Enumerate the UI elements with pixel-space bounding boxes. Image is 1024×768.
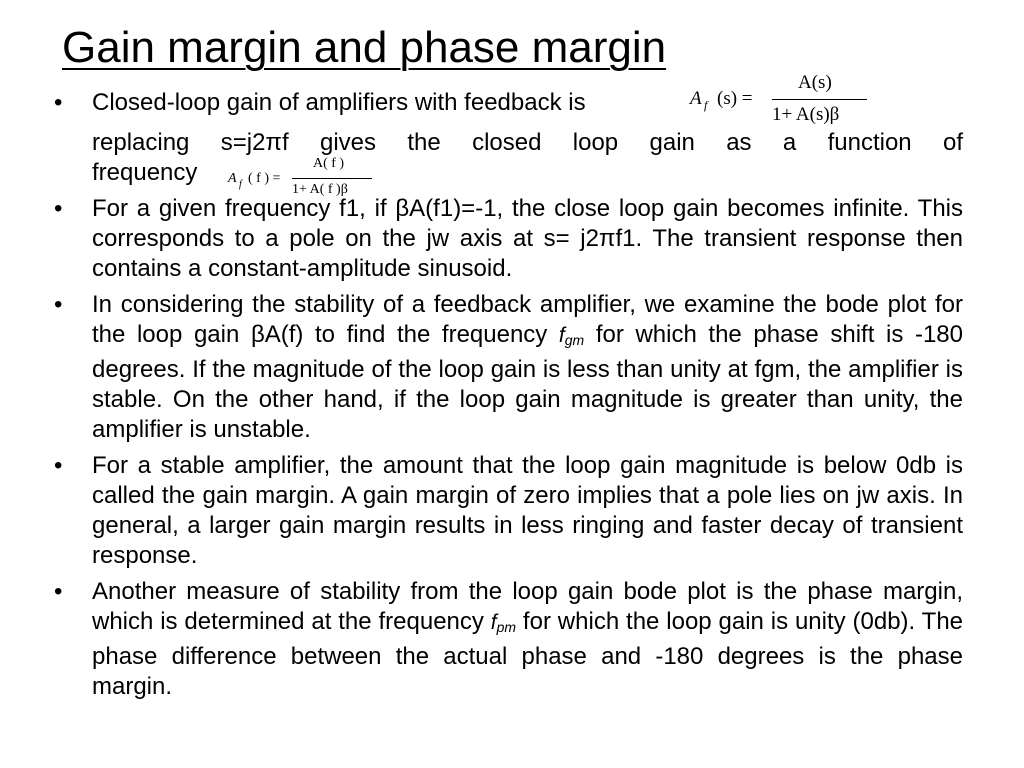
- bullet-marker: •: [54, 578, 63, 605]
- slide-title: Gain margin and phase margin: [62, 23, 667, 72]
- formula-fraction-bar: [772, 99, 867, 100]
- formula-closed-loop-gain-f: [228, 156, 378, 204]
- formula-lhs-arg: (s) =: [717, 88, 753, 109]
- bullet-text-before: In considering the stability of a feedback amplifier, we examine the bode plot for the loop gain βA(f) to find the frequency: [92, 291, 963, 348]
- formula-fraction-bar: [292, 178, 372, 179]
- bullet-list: [48, 88, 963, 702]
- bullet-text: For a stable amplifier, the amount that the loop gain magnitude is below 0db is called the gain margin. A gain margin of zero implies that a pole lies on jw axis. In general, a larger gain margin results in less ringing and faster decay of transient response.: [92, 452, 963, 569]
- bullet-marker: •: [54, 89, 63, 116]
- bullet-marker: •: [54, 452, 63, 479]
- formula-numerator: A( f ): [313, 156, 345, 171]
- formula-denominator: 1+ A(s)β: [772, 104, 840, 125]
- bullet-gain-margin: [48, 451, 963, 571]
- bullet-lead-text: Closed-loop gain of amplifiers with feedback is: [92, 89, 586, 116]
- formula-closed-loop-gain-s: [690, 70, 870, 132]
- formula-lhs-main: A: [690, 88, 702, 109]
- bullet-infinite-gain: [48, 194, 963, 284]
- bullet-marker: •: [54, 291, 63, 318]
- bullet-text-before: Another measure of stability from the loop gain bode plot is the phase margin, which is determined at the frequency: [92, 578, 963, 635]
- formula-denominator: 1+ A( f )β: [292, 182, 348, 197]
- bullet-marker: •: [54, 195, 63, 222]
- formula-lhs-sub: f: [239, 179, 242, 190]
- bullet-stability-bode: [48, 290, 963, 445]
- bullet-text-after: for which the phase shift is -180 degrees. If the magnitude of the loop gain is less than unity at fgm, the amplifier is stable. On the other hand, if the loop gain magnitude is greater than unity, the amplifier is unstable.: [92, 321, 963, 443]
- bullet-continuation-last-text: frequency: [92, 159, 198, 186]
- bullet-text: For a given frequency f1, if βA(f1)=-1, the close loop gain becomes infinite. This corresponds to a pole on the jw axis at s= j2πf1. The transient response then contains a constant-amplitude sinusoid.: [92, 195, 963, 282]
- bullet-text-after: for which the loop gain is unity (0db). The phase difference between the actual phase and -180 degrees is the phase margin.: [92, 608, 964, 700]
- formula-lhs-main: A: [228, 171, 237, 186]
- frequency-variable-fgm: $f_{gm}$: [558, 324, 585, 348]
- formula-lhs-sub: f: [704, 98, 708, 112]
- bullet-continuation-text: replacing s=j2πf gives the closed loop gain as a function of: [92, 129, 963, 156]
- bullet-phase-margin: [48, 577, 963, 702]
- frequency-variable-fpm: $f_{pm}$: [490, 611, 517, 635]
- formula-lhs-arg: ( f ) =: [248, 171, 281, 186]
- formula-numerator: A(s): [798, 72, 832, 93]
